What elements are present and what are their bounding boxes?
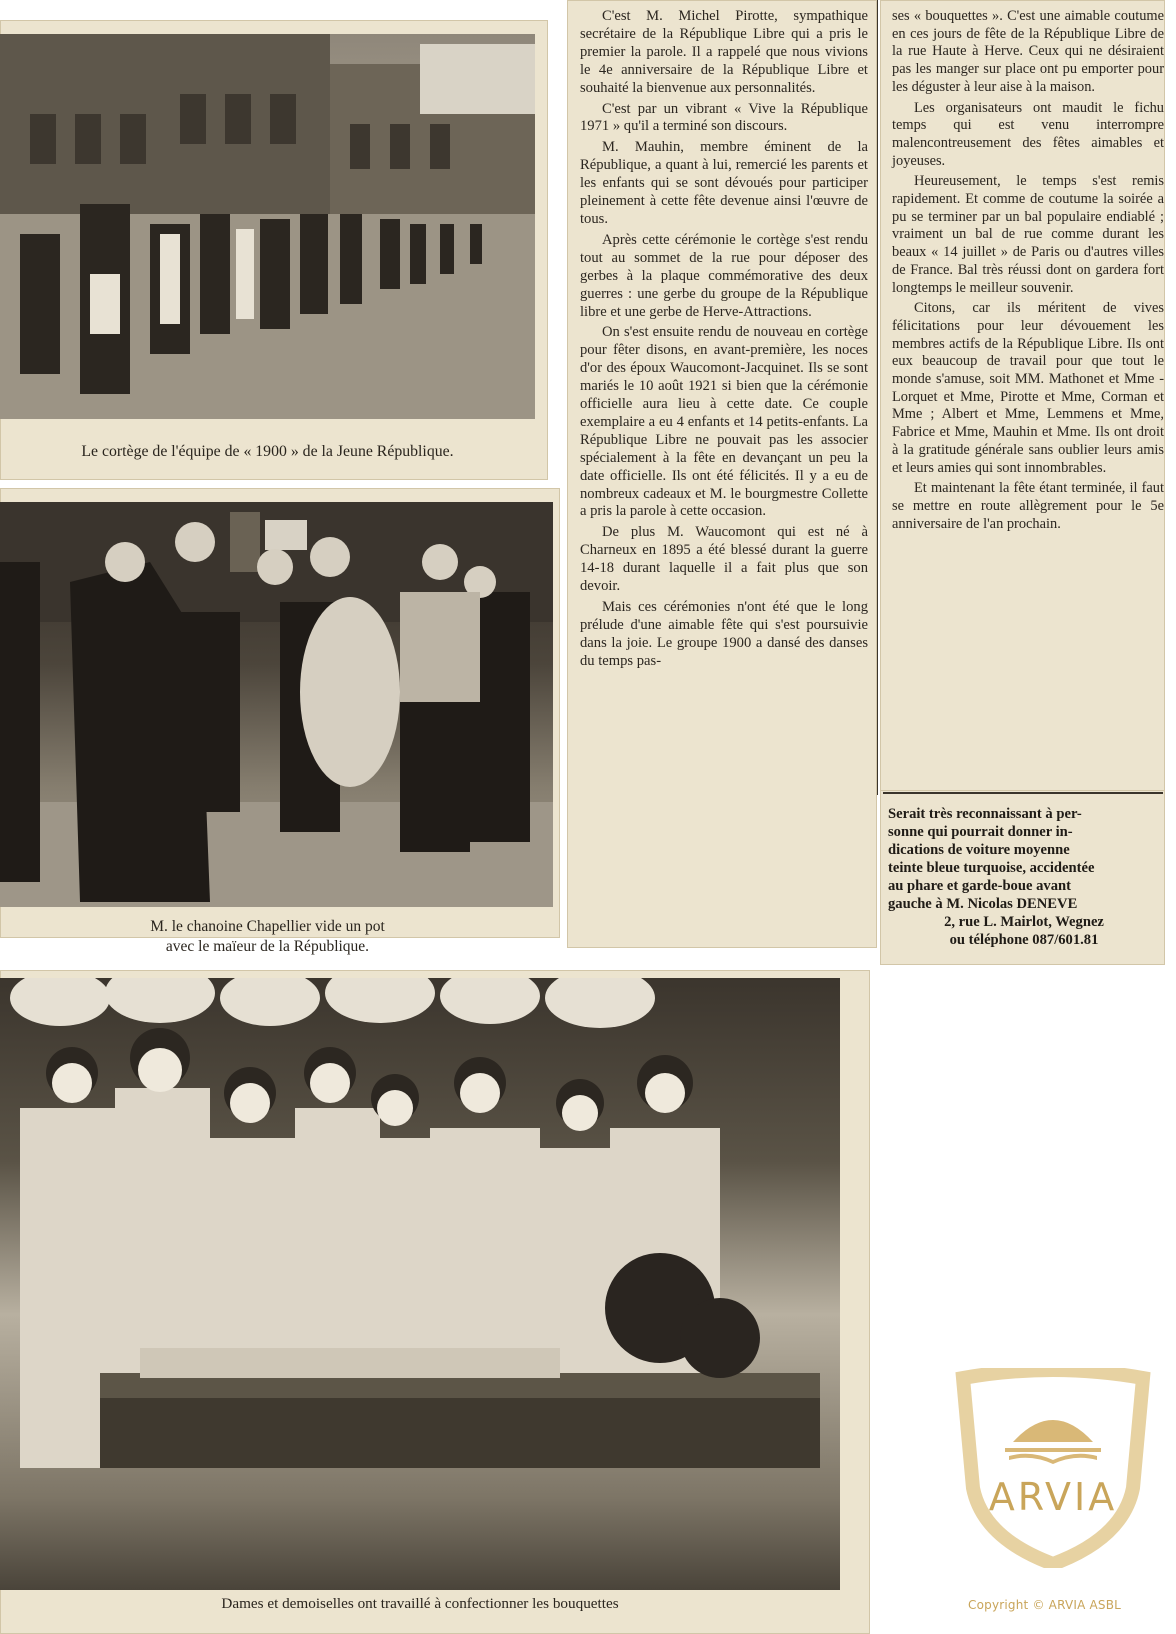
dames-photo	[0, 978, 840, 1590]
classified-advert	[888, 805, 1160, 949]
paragraph: Mais ces cérémonies n'ont été que le long prélude d'une aimable fête qui s'est poursuivie dans la joie. Le groupe 1900 a dansé des danses du temps pas-	[580, 599, 868, 669]
paragraph: C'est par un vibrant « Vive la République 1971 » qu'il a terminé son discours.	[580, 100, 868, 135]
advert-line: sonne qui pourrait donner in-	[888, 824, 1073, 840]
paragraph: M. Mauhin, membre éminent de la République, a quant à lui, remercié les parents et les enfants qui se sont dévoués pour participer pleinement à cette fête devenue ainsi l'œuvre de tous.	[580, 139, 868, 227]
advert-line: Serait très reconnaissant à per-	[888, 806, 1082, 822]
shield-icon	[943, 1368, 1163, 1568]
cortege-photo	[0, 34, 535, 419]
article-column-middle	[580, 8, 868, 674]
advert-line: teinte bleue turquoise, accidentée	[888, 860, 1095, 876]
advert-rule	[883, 792, 1163, 794]
advert-line: 2, rue L. Mairlot, Wegnez	[944, 914, 1104, 930]
column-divider	[877, 0, 878, 795]
paragraph: Après cette cérémonie le cortège s'est rendu tout au sommet de la rue pour déposer des gerbes à la plaque commémorative des deux guerres : une gerbe du groupe de la République libre et une gerbe de Herve-Attractions.	[580, 231, 868, 320]
paragraph: Les organisateurs ont maudit le fichu temps qui est venu interrompre malencontreusement des fêtes aimables et joyeuses.	[892, 99, 1164, 169]
photo3-caption: Dames et demoiselles ont travaillé à confectionner les bouquettes	[221, 1595, 619, 1612]
paragraph: De plus M. Waucomont qui est né à Charneux en 1895 a été blessé durant la guerre 14-18 durant laquelle il a fait plus que son devoir.	[580, 524, 868, 595]
paragraph: Heureusement, le temps s'est remis rapidement. Et comme de coutume la soirée a pu se terminer par un bal populaire endiablé ; vraiment un bal de rue comme durant les beaux « 14 juillet » de Paris ou d'autres villes de France. Bal très réussi dont on gardera fort longtemps le meilleur souvenir.	[892, 173, 1164, 296]
advert-line: au phare et garde-boue avant	[888, 878, 1071, 894]
chanoine-photo	[0, 502, 553, 907]
arvia-logo-text: ARVIA	[988, 1475, 1118, 1519]
photo1-caption: Le cortège de l'équipe de « 1900 » de la Jeune République.	[81, 443, 454, 460]
paragraph: Et maintenant la fête étant terminée, il faut se mettre en route allègrement pour le 5e anniversaire de l'an prochain.	[892, 480, 1164, 532]
photo2-caption-line2: avec le maïeur de la République.	[165, 938, 370, 955]
paragraph: C'est M. Michel Pirotte, sympathique secrétaire de la République Libre qui a pris le premier la parole. Il a rappelé que nous vivions le 4e anniversaire de la République Libre et souhaité la bienvenue aux personnalités.	[580, 8, 868, 96]
arvia-logo	[943, 1368, 1163, 1568]
paragraph: On s'est ensuite rendu de nouveau en cortège pour fêter disons, en avant-première, les noces d'or des époux Waucomont-Jacquinet. Ils se sont mariés le 10 août 1921 si bien que la cérémonie officielle aura lieu à cette date. Ce couple exemplaire a eu 4 enfants et 14 petits-enfants. La République Libre ne pouvait pas les associer spécialement à la fête en devançant un peu la date officielle. Ils ont été félicités. Il y a eu de nombreux cadeaux et M. le bourgmestre Collette a pris la parole à cette occasion.	[580, 324, 868, 520]
advert-line: ou téléphone 087/601.81	[949, 932, 1099, 948]
copyright-text: Copyright © ARVIA ASBL	[968, 1598, 1122, 1612]
paragraph: Citons, car ils méritent de vives félicitations pour leur dévouement les membres actifs de la République Libre. Ils ont eux beaucoup de travail pour que tout le monde s'amuse, soit MM. Mathonet et Mme - Lorquet et Mme, Pirotte et Mme, Corman et Mme ; Albert et Mme, Lemmens et Mme, Fabrice et Mme, Mauhin et Mme. Ils ont droit à la gratitude générale sans oublier leurs amis et leurs amies qui sont innombrables.	[892, 300, 1164, 476]
photo2-caption-line1: M. le chanoine Chapellier vide un pot	[150, 918, 385, 935]
advert-line: gauche à M. Nicolas DENEVE	[888, 896, 1078, 912]
article-column-right	[892, 8, 1164, 536]
advert-line: dications de voiture moyenne	[888, 842, 1070, 858]
paragraph: ses « bouquettes ». C'est une aimable coutume en ces jours de fête de la République Libre de la rue Haute à Herve. Ceux qui ne désiraient pas les manger sur place ont pu emporter pour les déguster à leur aise à la maison.	[892, 8, 1164, 95]
